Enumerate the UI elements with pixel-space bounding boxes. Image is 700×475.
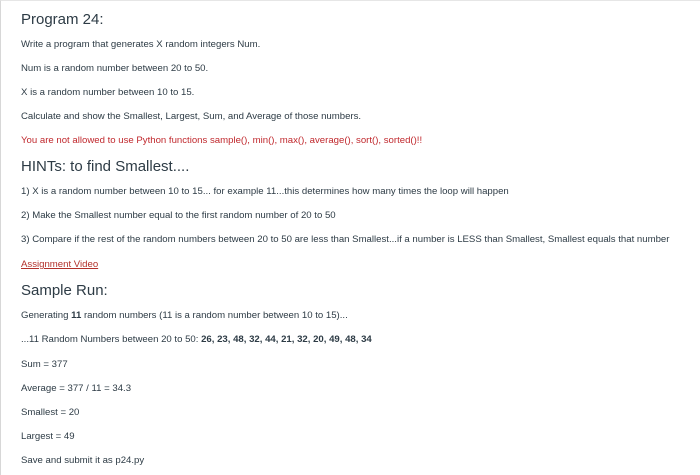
sample-numbers-line (21, 334, 372, 345)
sample-average: Average = 377 / 11 = 34.3 (21, 383, 132, 394)
gen-prefix: Generating (21, 310, 72, 321)
sample-generating-line (21, 310, 348, 321)
nums-prefix: ...11 Random Numbers between 20 to 50: (21, 334, 202, 345)
intro-line-2: Num is a random number between 20 to 50. (21, 63, 209, 74)
page-title: Program 24: (21, 11, 104, 28)
sample-smallest: Smallest = 20 (21, 407, 80, 418)
nums-values: 26, 23, 48, 32, 44, 21, 32, 20, 49, 48, 34 (201, 334, 372, 345)
gen-suffix: random numbers (11 is a random number between 10 to 15)... (81, 310, 348, 321)
restriction-warning: You are not allowed to use Python functions sample(), min(), max(), average(), sort(), sorted()!! (21, 135, 423, 146)
submit-instruction: Save and submit it as p24.py (21, 455, 145, 466)
hint-1: 1) X is a random number between 10 to 15... for example 11...this determines how many times the loop will happen (21, 186, 509, 197)
assignment-video-link[interactable]: Assignment Video (21, 259, 99, 270)
intro-line-4: Calculate and show the Smallest, Largest, Sum, and Average of those numbers. (21, 111, 362, 122)
hint-2: 2) Make the Smallest number equal to the first random number of 20 to 50 (21, 210, 336, 221)
sample-sum: Sum = 377 (21, 359, 68, 370)
sample-largest: Largest = 49 (21, 431, 75, 442)
hint-3: 3) Compare if the rest of the random numbers between 20 to 50 are less than Smallest...if a number is LESS than Smallest, Smallest equals that number (21, 234, 670, 245)
intro-line-1: Write a program that generates X random integers Num. (21, 39, 261, 50)
gen-count: 11 (71, 310, 82, 321)
intro-line-3: X is a random number between 10 to 15. (21, 87, 195, 98)
sample-run-heading: Sample Run: (21, 282, 108, 299)
hints-heading: HINTs: to find Smallest.... (21, 158, 190, 175)
